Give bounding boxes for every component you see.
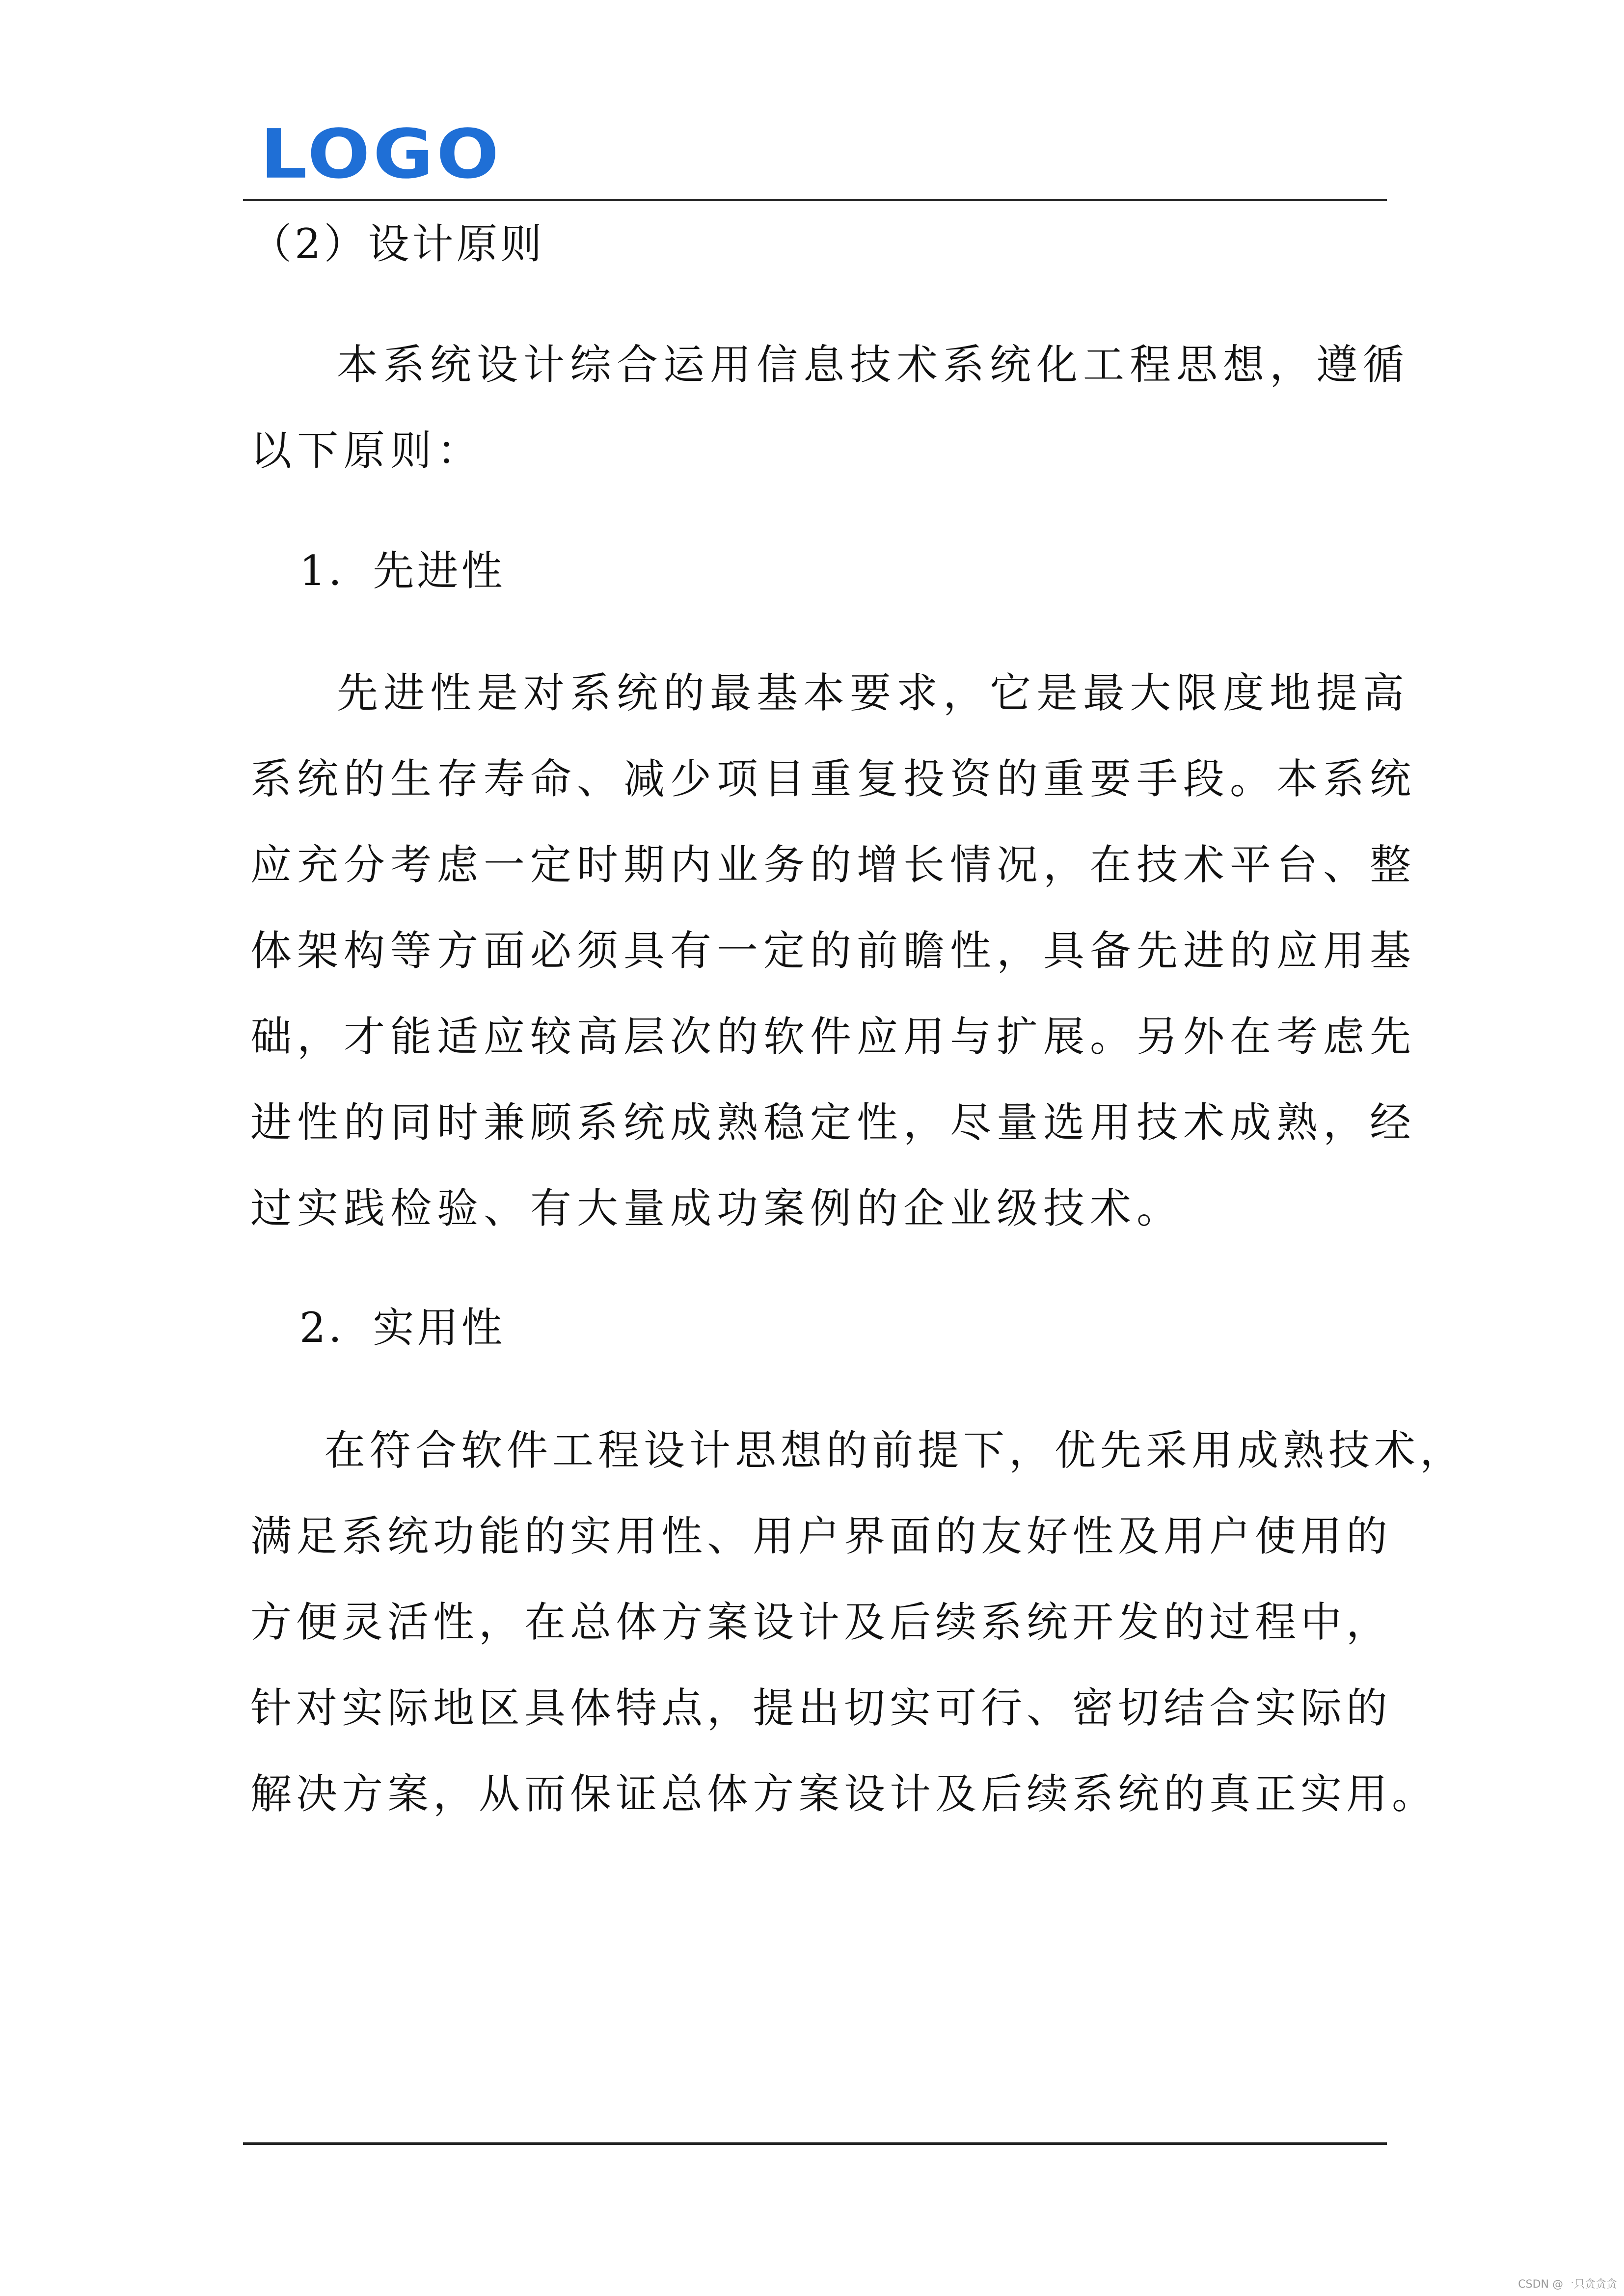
principle-2-line-1: 在符合软件工程设计思想的前提下，优先采用成熟技术， <box>324 1426 1466 1474</box>
header-divider <box>243 199 1387 201</box>
principle-1-line-1: 先进性是对系统的最基本要求，它是最大限度地提高 <box>337 669 1410 717</box>
principle-1-line-5: 础，才能适应较高层次的软件应用与扩展。另外在考虑先 <box>250 1013 1417 1061</box>
intro-line-1: 本系统设计综合运用信息技术系统化工程思想，遵循 <box>337 341 1410 389</box>
principle-2-line-4: 针对实际地区具体特点，提出切实可行、密切结合实际的 <box>250 1684 1392 1732</box>
footer-divider <box>243 2142 1387 2145</box>
principle-1-line-6: 进性的同时兼顾系统成熟稳定性，尽量选用技术成熟，经 <box>250 1098 1417 1147</box>
principle-1-line-4: 体架构等方面必须具有一定的前瞻性，具备先进的应用基 <box>250 927 1417 975</box>
watermark: CSDN @一只贪贪贪 <box>1518 2278 1617 2291</box>
company-logo: LOGO <box>260 115 502 194</box>
principle-1-line-2: 系统的生存寿命、减少项目重复投资的重要手段。本系统 <box>250 755 1417 803</box>
principle-1-line-7: 过实践检验、有大量成功案例的企业级技术。 <box>250 1184 1184 1232</box>
principle-1-line-3: 应充分考虑一定时期内业务的增长情况，在技术平台、整 <box>250 841 1417 889</box>
principle-2-line-2: 满足系统功能的实用性、用户界面的友好性及用户使用的 <box>250 1512 1392 1560</box>
principle-2-heading: 2．实用性 <box>299 1304 506 1352</box>
intro-line-2: 以下原则： <box>250 427 484 475</box>
section-title: （2）设计原则 <box>250 220 545 268</box>
principle-1-heading: 1．先进性 <box>299 547 506 595</box>
principle-2-line-3: 方便灵活性，在总体方案设计及后续系统开发的过程中， <box>250 1598 1392 1646</box>
principle-2-line-5: 解决方案，从而保证总体方案设计及后续系统的真正实用。 <box>250 1770 1438 1818</box>
